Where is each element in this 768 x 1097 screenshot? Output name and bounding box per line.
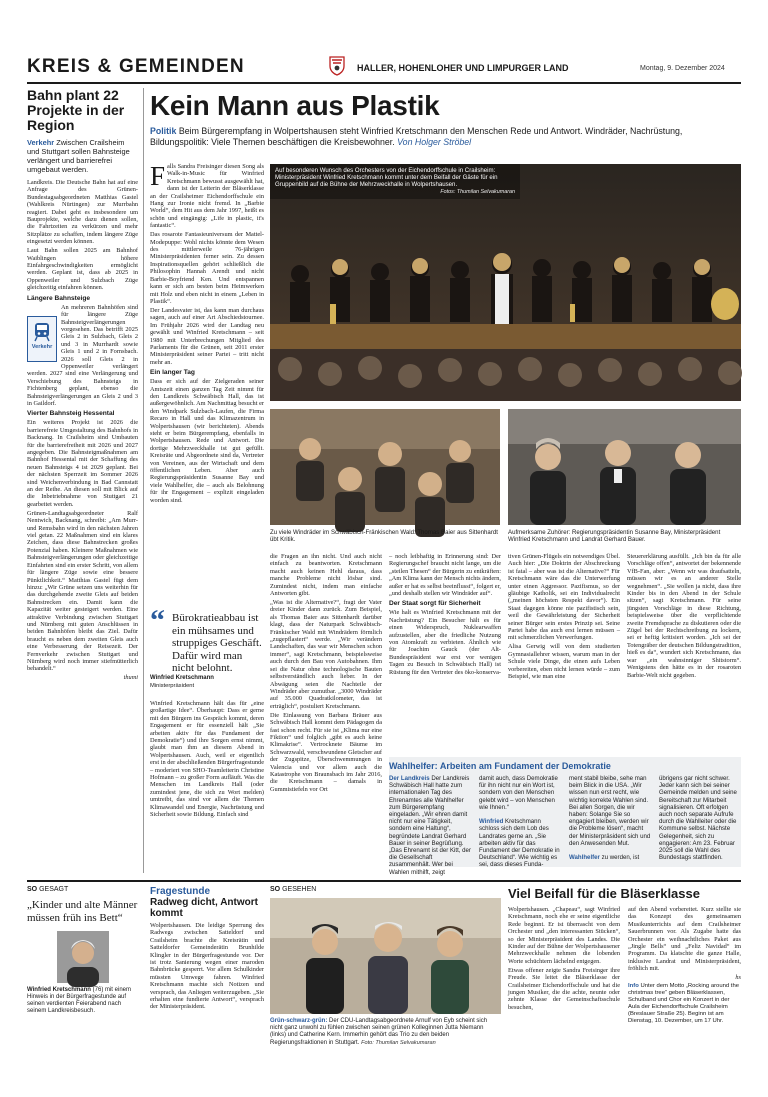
drop-cap: F — [150, 161, 166, 191]
trio-caption-credit: Foto: Thumilan Selvakumaran — [361, 1039, 436, 1046]
lead-paragraph: Alisa Gerwig will von dem studierten Gymnasiallehrer wissen, warum man in der Schule viele Dinge, die einen aufs Leben vorbereiten, eben nicht lernen würde – zum Beispiel, wie man eine — [508, 643, 620, 681]
train-icon — [33, 322, 51, 342]
section-title: KREIS & GEMEINDEN — [27, 56, 245, 77]
lead-byline: Von Holger Ströbel — [397, 137, 472, 148]
box-text: übrigens gar nicht schwer. Jeder kann sich bei seiner Gemeinde melden und seine Bereitschaft zur Mitarbeit signalisieren. Oft erfolgen auch noch separate Aufrufe durch die Wahlleiter oder die Kommune selbst. Nächste Gelegenheit, sich zu engagieren: Am 23. Februar 2025 soll die Wahl des Bundestags stattfinden. — [659, 775, 737, 862]
blaeserklasse-paragraph: Wolpertshausen. „Chapeau“, sagt Winfried Kretschmann, noch ehe er seine eigentliche Rede beginnt. Er ist überrascht von dem Orchester und „den interessanten Stücken“, so der Ministerpräsident des Landes. Die Kinder auf der Bühne der Wolpertshausener Mehrzweckhalle nehmen die lobenden Worte schüchtern lächelnd entgegen. — [508, 906, 620, 965]
blaeserklasse-paragraph: Etwas offener zeigte Sandra Freisinger ihre Freude. Sie leitet die Bläserklasse der Crailsheimer Eichendorffschule und hat die jungen Musiker, die die achte, neunte oder zehnte Klasse der Gemeinschaftsschule besuchen, — [508, 966, 620, 1011]
quote-mark-icon: “ — [150, 604, 165, 637]
lead-column-2 — [150, 700, 264, 865]
lead-paragraph: Die Einlassung von Barbara Bräuer aus Schwäbisch Hall kommt dem Pädagogen da fast schon recht. Für sie ist „Klima nur eine Fiktion“ und folglich „gibt es auch keine Klimakrise“. Vertrocknete Bäume im Schwarzwald, verschwundene Gletscher auf der Zugspitze, Überschwemmungen in Valencia und vor allem auch die Katastrophe von Braunsbach im Jahr 2016, die Kretschmann – damals in Gummistiefeln vor Ort — [270, 711, 382, 793]
fragestunde-body: Wolpertshausen. Die leidige Sperrung des Radwegs zwischen Satteldorf und Crailsheim brachte die Kreisrätin und Satteldorfer Gemeinderätin Brunhilde Klingler in der Bürgerfragestunde vor. Der ist trotz Sanierung wegen einer maroden Bahnbrücke gesperrt. Vor allem Schulkinder müssten Umwege fahren. Winfried Kretschmann machte sich Notizen und versprach, das Anliegen weiterzugeben. „Sie erhalten eine fundierte Antwort“, versprach der Ministerpräsident. — [150, 922, 264, 1011]
box-text: Der Landkreis Schwäbisch Hall hatte zum internationalen Tag des Ehrenamtes alle Wahlhelfer zum Bürgerempfang eingeladen. „Wir ehren damit nicht nur eine Tätigkeit, sondern eine Haltung“, begründete Landrat Gerhard Bauer in seiner Begrüßung. „Das Ehrenamt ist der Kitt, der die Gesellschaft zusammenhält. Wer bei Wahlen mithilft, zeigt — [389, 775, 471, 876]
lead-paragraph: – noch leibhaftig in Erinnerung sind: Der Regierungschef braucht nicht lange, um die „steilen Thesen“ der Bürgerin zu entkräften: „Am Klima kann der Mensch nichts ändern, außer er hat es selbst beeinflusst“, folgert er, „und deshalb stellen wir Windräder auf“. — [389, 553, 501, 598]
so-gesagt-attribution — [27, 987, 140, 1016]
trio-photo — [270, 898, 501, 1014]
blaeserklasse-info-kicker: Info — [628, 983, 639, 990]
blaeserklasse-paragraph: auf den Abend vorbereitet. Kurz stellte sie das Konzept des gemeinsamen Musikunterrichts auf dem Crailsheimer Sauerbrunnen vor. Als Zugabe hatte das Orchester ein weihnachtliches Paket aus „Jingle Bells“ und „Feliz Navidad“ im Programm. Da klatschte die ganze Halle, inklusive Landrat und Ministerpräsident, fröhlich mit. — [628, 906, 741, 973]
bottom-rule — [27, 880, 741, 882]
rail-infobox-label: Verkehr — [31, 343, 53, 350]
lead-column-5 — [508, 553, 620, 753]
rail-subhead: Vierter Bahnsteig Hessental — [27, 410, 115, 418]
speaker-photo — [270, 409, 500, 525]
region-label: HALLER, HOHENLOHER UND LIMPURGER LAND — [357, 63, 569, 73]
rail-paragraph: Laut Bahn sollen 2025 am Bahnhof Waiblingen höhere Einfahrgeschwindigkeiten ermöglicht werden. Geplant ist, dass ab 2025 in Oppenweiler und Sulzbach Züge gleichzeitig einfahren können. — [27, 247, 138, 292]
lead-paragraph: alls Sandra Freisinger diesen Song als Walk-in-Music für Winfried Kretschmann bewusst ausgewählt hat, dann ist der Leiterin der Bläserklasse an der Crailsheimer Eichendorffschule ein Hang zur Ironie nicht fremd. In „Barbie World“, dem Hit aus dem Jahr 1997, heißt es schön und eingängig: „Life in plastic, it's fantastic“. — [150, 163, 264, 230]
photo-credit: Fotos: Thumilan Selvakumaran — [440, 188, 515, 195]
box-column — [569, 775, 651, 867]
masthead — [27, 56, 741, 80]
rail-paragraph: Ein weiteres Projekt ist 2026 die barrierefreie Umgestaltung des Bahnhofs in Backnang. In Crailsheim sind Umbauten für die barrierefreiheit mit 2026 und 2027 angegeben. Die Bahnsteigmaßnahmen am Bahnhof Hessental mit der Schaffung des neuen Bahnsteigs 4 ist 2029 geplant. Bei der nächsten Sperrzeit im Sommer 2026 sind Weichenverbindung in Bad Cannstatt an der Reihe. An diesen soll mit Blick auf die Inbetriebnahme von Stuttgart 21 gearbeitet werden. — [27, 419, 138, 508]
so-gesagt — [27, 886, 140, 1086]
so-gesehen-label — [270, 886, 501, 893]
lead-column-6 — [627, 553, 741, 753]
so-gesehen-prefix: SO — [270, 886, 281, 893]
rail-teaser-kicker: Verkehr — [27, 138, 55, 147]
box-column — [479, 775, 561, 867]
speaker-photo-caption: Zu viele Windräder im Schwäbisch-Fränkischen Wald: Thomas Baier aus Sittenhardt übt Kritik. — [270, 529, 498, 543]
lead-column-4 — [389, 553, 501, 753]
fragestunde-label: Fragestunde — [150, 886, 211, 897]
box-kicker: Winfried — [479, 818, 504, 826]
lead-deck — [150, 126, 740, 149]
box-kicker: Der Landkreis — [389, 775, 430, 782]
so-gesagt-name: Winfried Kretschmann — [27, 986, 91, 993]
box-text: Kretschmann schloss sich dem Lob des Landrates gerne an. „Sie arbeiten aktiv für das Fundament der Demokratie in Deutschland“. Wie wichtig es sei, dass dieses Funda- — [479, 818, 560, 869]
blaeserklasse-article — [508, 886, 741, 1086]
lead-paragraph: Das rosarote Fantasieuniversum der Mattel-Modepuppe: Wohl nichts könnte dem Wesen des mittlerweile 76-jährigen Ministerpräsidenten ferner sein. Zu dessen Inspirationsquellen gehört schließlich die Philosophin Hannah Arendt und nicht Barbie-Boyfriend Ken. Und entspannen kann er sich am besten beim Heimwerken mit Holz und eben nicht in einem „Leben in Plastik“. — [150, 231, 264, 305]
so-gesehen-tag: GESEHEN — [282, 886, 317, 893]
box-column — [389, 775, 471, 876]
pull-quote-text: Bürokratieabbau ist ein mühsames und struppiges Geschäft. Dafür wird man nicht belohnt. — [172, 612, 262, 674]
wahlhelfer-box — [389, 757, 741, 876]
audience-photo-caption: Aufmerksame Zuhörer: Regierungspräsidentin Susanne Bay, Ministerpräsident Winfried Kretschmann und Landrat Gerhard Bauer. — [508, 529, 721, 543]
rail-teaser — [27, 138, 138, 174]
rail-teaser-text: Zwischen Crailsheim und Stuttgart sollen Bahnsteige verlängert und barrierefrei umgebaut werden. — [27, 138, 130, 174]
rail-author: thumi — [123, 674, 138, 682]
blaeserklasse-column-2 — [628, 906, 741, 1086]
box-title: Wahlhelfer: Arbeiten am Fundament der Demokratie — [389, 761, 611, 771]
rail-train-infobox — [27, 316, 57, 362]
audience-photo — [508, 409, 741, 525]
blaeserklasse-info-text: Unter dem Motto „Rocking around the christmas tree“ geben Bläserklassen, Schulband und Chor ein Konzert in der Aula der Eichendorffschule Crailsheim (Breslauer Straße 25). Beginn ist am Dienstag, 10. Dezember, um 17 Uhr. — [628, 983, 739, 1025]
rail-headline: Bahn plant 22 Projekte in der Region — [27, 87, 125, 133]
pull-quote-role: Ministerpräsident — [150, 683, 195, 689]
lead-paragraph: Wie halt es Winfried Kretschmann mit der Nachrüstung? Ein Besucher hält es für einen Widerspruch, Nuklearwaffen aufzustellen, aber die friedliche Nutzung von Atomkraft zu verbieten. Ähnlich wie für Joachim Gauck (der Alt-Bundespräsident war erst vor wenigen Tagen zu Besuch in Schwäbisch Hall) ist Rüstung für den Vertreter des öko-konserva- — [389, 609, 501, 676]
orchestra-photo — [270, 164, 741, 401]
lead-paragraph: „Was ist die Alternative?“, fragt der Vater dreier Kinder dann zurück. Zum Beispiel, als Thomas Baier aus Sittenhardt darüber klagt, dass der Naturpark Schwäbisch-Fränkischer Wald mit Windrädern förmlich „zugepflastert“ werde. „Wir verändern Landschaften, das war wir Menschen schon immer“, sagt Kretschmann, beispielsweise auch durch den Bau von Autobahnen. Ihm sei die Natur ohne technologische Bauten selbstverständlich auch lieber. In der Abwägung seien die Nachteile der Windräder aber zumutbar. „3000 Windräder auf 35.000 Quadratkilometer, das ist erträglich“, postuliert Kretschmann. — [270, 599, 382, 710]
photo-caption-overlay — [270, 164, 520, 199]
lead-column-3 — [270, 553, 382, 793]
rail-paragraph: An mehreren Bahnhöfen sind für längere Züge Bahnsteigverlängerungen vorgesehen. Das betrifft 2025 Gleis 2 in Sulzbach, Gleis 2 und 3 in Murrhardt sowie Gleis 1 und 2 in Fornsbach. 2026 soll Gleis 2 in Oppenweiler verlängert werden. 2027 sind eine Verlängerung und Verschiebung des Bahnsteigs in Fichtenberg geplant, ebenso die Bahnsteigverlängerungen an Gleis 2 und 3 in Gaildorf. — [27, 303, 138, 407]
so-gesagt-quote: „Kinder und alte Männer müssen früh ins Bett“ — [27, 899, 138, 924]
portrait-photo — [57, 931, 109, 983]
trio-caption-kicker: Grün-schwarz-grün: — [270, 1018, 328, 1024]
trio-caption-text: Der CDU-Landtagsabgeordnete Arnulf von Eyb scheint sich nicht ganz unwohl zu fühlen zwischen seinen grünen Kolleginnen Jutta Niemann (links) und Catherine Kern. Immerhin gehört das Trio zu den beiden Regierungsfraktionen in Stuttgart. — [270, 1018, 488, 1046]
lead-paragraph: Winfried Kretschmann hält das für „eine großartige Idee“. Überhaupt: Dass er gerne mit den Bürgern ins Gespräch kommt, deren Engagement er für essenziell hält „Sie arbeiten aktiv für das Fundament der Demokratie“) und ihre Sorgen ernst nimmt, glaubt man ihm an diesem Abend in Wolpertshausen. Auch, weil er eigentlich erst in der abschließenden Bürgerfragestunde – moderiert von SHO-Teamleiterin Christine Hofmann – zu großer Form aufläuft. Was die Menschen im Landkreis Hall (oder zumindest jene, die sich zu Wort melden) umtreibt, das sind vor allem die Themen Klimawandel und Energie, Nachrüstung und Sicherheit sowie Bildung. Einfach sind — [150, 700, 264, 819]
so-gesagt-tag: GESAGT — [39, 886, 69, 893]
masthead-rule — [27, 82, 741, 84]
lead-paragraph: Dass er sich auf der Zielgeraden seiner Amtszeit einen ganzen Tag Zeit nimmt für den Landkreis Schwäbisch Hall, das ist außergewöhnlich. Am Nachmittag besucht er den Windpark Sulzbach-Laufen, die Firma Recaro in Hall und das Klimazentrum in Wolpertshausen (wir berichteten). Abends steht er beim Bürgerempfang, ebenfalls in Wolpertshausen. Rede und Antwort. Die dortige Mehrzweckhalle ist gut gefüllt. Kreisräte und Abgeordnete sind da, Vertreter von Vereinen, aus der Wirtschaft und dem öffentlichen Leben. Aber auch Regierungspräsidentin Susanne Bay und viele Wahlhelfer, die – auch als Belohnung für ihr Engagement – explizit eingeladen worden sind. — [150, 378, 264, 504]
box-text: damit auch, dass Demokratie für ihn nicht nur ein Wort ist, sondern von den Menschen gelebt wird – von Menschen wie Ihnen.“ — [479, 775, 558, 811]
so-gesagt-text: (76) mit einem Hinweis in der Bürgerfragestunde auf seinen verdienten Feierabend nach seinem Landkreisbesuch. — [27, 986, 131, 1015]
rail-subhead: Längere Bahnsteige — [27, 294, 91, 302]
rail-article — [27, 88, 138, 873]
issue-date: Montag, 9. Dezember 2024 — [640, 65, 725, 72]
lead-deck-text: Beim Bürgerempfang in Wolpertshausen steht Winfried Kretschmann den Menschen Rede und Antwort. Windräder, Nachrüstung, Bildungspolitik: Viele Themen beschäftigen die Kreisbewohner. — [150, 126, 683, 148]
coat-of-arms-icon — [329, 56, 345, 76]
lead-paragraph: Der Landesvater ist, das kann man durchaus sagen, auch auf einer Art Abschiedstournee. Im Frühjahr 2026 wird der Landtag neu gewählt und Winfried Kretschmann – seit 1980 mit Unterbrechungen Mitglied des Parlaments für die Grünen, seit 2011 erster Ministerpräsident seiner Partei – tritt nicht mehr an. — [150, 306, 264, 366]
lead-headline: Kein Mann aus Plastik — [150, 90, 440, 121]
box-text: zu werden, ist — [601, 854, 640, 862]
lead-paragraph: Steuererklärung ausfüllt. „Ich bin da für alle Vorschläge offen“, antwortet der bekennende VfB-Fan, aber: „Wenn wir was draufsatteln, müssen wir es an anderer Stelle wegnehmen“. „Sie wollen ja nicht, dass ihre Kinder bis in den Abend in der Schule sitzen“, sagt Kretschmann. Für seine jüngsten Vorschläge in diese Richtung, beispielsweise über die verpflichtende zweite Fremdsprache zu diskutieren oder die Zügel bei der Rechtschreibung zu lockern, sei er heftig kritisiert worden. „Ich sei der Totengräber der deutschen Bildungstradition, hieß es da“, wundert sich Kretschmann, das war „ein wahnsinniger Shitstorm“. Wenigstens den hätte es in der rosaroten Barbie-Welt nicht gegeben. — [627, 553, 741, 679]
trio-caption — [270, 1018, 501, 1047]
lead-paragraph: die Fragen an ihn nicht. Und auch nicht einfach zu beantworten. Kretschmann macht auch keinen Hehl daraus, dass manche Probleme nicht lösbar sind. Zumindest nicht, indem man einfache Antworten gibt. — [270, 553, 382, 598]
box-text: ment stabil bleibe, sehe man beim Blick in die USA. „Wir wissen nun erst recht, wie wichtig korrekte Wahlen sind. Bei allen Sorgen, die wir haben: Solange Sie so engagiert bleiben, werden wir die Probleme lösen“, macht der Ministerpräsident sich und den Anwesenden Mut. — [569, 775, 651, 847]
blaeserklasse-info — [628, 983, 741, 1025]
so-gesagt-label — [27, 886, 140, 893]
pull-quote-name: Winfried Kretschmann — [150, 675, 214, 681]
blaeserklasse-author: hs — [735, 974, 741, 982]
blaeserklasse-headline: Viel Beifall für die Bläserklasse — [508, 886, 700, 901]
rail-divider — [143, 88, 144, 873]
blaeserklasse-column-1 — [508, 906, 620, 1086]
photo-caption: Auf besonderen Wunsch des Orchesters von der Eichendorffschule in Crailsheim: Ministerpräsident Winfried Kretschmann kommt unter dem Beifall der Gäste für ein Gruppenbild auf die Bühne der Mehrzweckhalle in Wolpertshausen. — [275, 167, 498, 189]
lead-subhead: Ein langer Tag — [150, 369, 195, 377]
lead-paragraph: tiven Grünen-Flügels ein notwendiges Übel. Auch hier: „Die Doktrin der Abschreckung ist fatal – aber was ist die Alternative?“ Für Kretschmann wäre das die Unterwerfung unter einen Aggressor. Pazifismus, so der gläubige Katholik, sei ein Individualrecht („meinen höchsten Respekt davor“). Ein Staat dagegen könne nie pazifistisch sein, weil die Gewährleistung der Sicherheit seiner Bürger sein erstes Prinzip sei. Seine Partei habe das auch erst lernen müssen – mit schmerzlichen Verwerfungen. — [508, 553, 620, 642]
lead-column-1 — [150, 163, 264, 605]
rail-paragraph: Grünen-Landtagsabgeordneter Ralf Nentwich, Backnang, schreibt: „Am Murr- und Remsbahn wird in den nächsten Jahren viel getan. 22 Maßnahmen sind ein klares Zeichen, dass diese Bahnstrecken großes Potenzial haben. Kleinere Maßnahmen wie Bahnsteigverlängerungen oder gleichzeitige Einfahrten sind ein erster Schritt, von allem für längere Züge sowie eine bessere Pünktlichkeit.“ Matthias Gastel fügt dem hinzu: „Wir Grüne setzen uns weiterhin für das durchgehende zweite Gleis auf beiden Bahnstrecken ein. Damit kann die Kapazität weiter gesteigert werden. Eine attraktive Verbindung zwischen Stuttgart und Nürnberg mit guten Anschlüssen in beiden Bahnhöfen bleibt das Ziel. Dafür braucht es neben dem zweiten Gleis auch eine Verbesserung der Reisezeit. Der Fernverkehr zwischen Stuttgart und Nürnberg wird noch immer stiefmütterlich behandelt.“ — [27, 509, 138, 673]
box-column — [659, 775, 741, 867]
lead-kicker: Politik — [150, 126, 177, 136]
pull-quote — [150, 604, 264, 696]
lead-subhead: Der Staat sorgt für Sicherheit — [389, 600, 481, 608]
so-gesagt-prefix: SO — [27, 886, 38, 893]
rail-paragraph: Landkreis. Die Deutsche Bahn hat auf eine Anfrage des Grünen-Bundestagsabgeordneten Matthias Gastel (Wahlkreis Nürtingen) zur Murrbahn reagiert. Dabei geht es insbesondere um Bauprojekte, welche dazu dienen sollen, die Fahrtzeiten zu verkürzen und mehr Sitzplätze zu schaffen, indem längere Züge eingesetzt werden können. — [27, 179, 138, 246]
fragestunde-title: Radweg dicht, Antwort kommt — [150, 897, 258, 919]
fragestunde — [150, 886, 264, 1086]
box-kicker: Wahlhelfer — [569, 854, 600, 862]
so-gesehen — [270, 886, 501, 1086]
